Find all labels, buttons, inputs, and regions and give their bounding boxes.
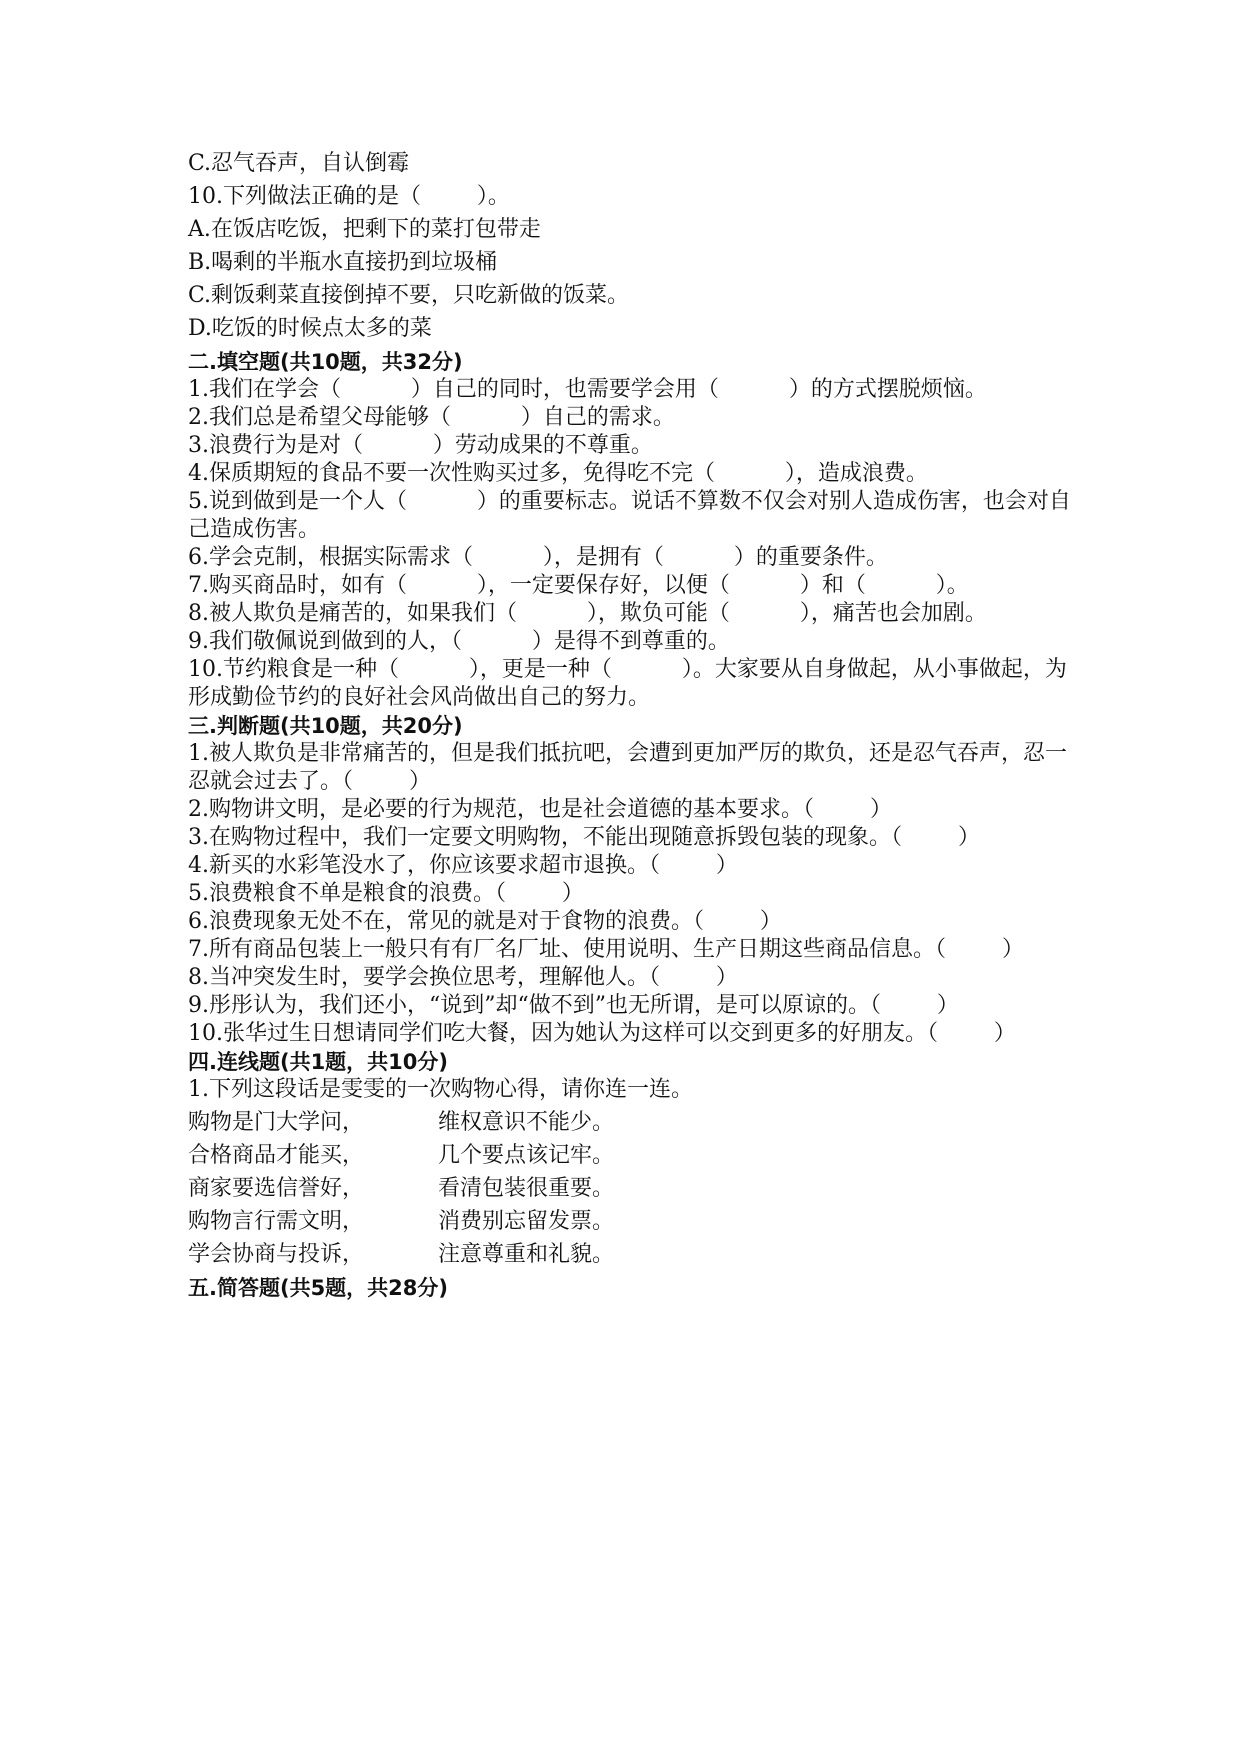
judge-question-6: 6.浪费现象无处不在，常见的就是对于食物的浪费。（ ） [188,909,782,934]
matching-row [188,1241,1078,1269]
section-heading-short-answer: 五.简答题(共5题，共28分) [188,1276,449,1300]
judge-question-4: 4.新买的水彩笔没水了，你应该要求超市退换。（ ） [188,853,738,878]
fill-question-8: 8.被人欺负是痛苦的，如果我们（ ），欺负可能（ ），痛苦也会加剧。 [188,601,987,626]
matching-right-item: 看清包装很重要。 [438,1176,615,1201]
option-b-q10: B.喝剩的半瓶水直接扔到垃圾桶 [188,250,498,275]
fill-question-1: 1.我们在学会（ ）自己的同时，也需要学会用（ ）的方式摆脱烦恼。 [188,377,987,402]
matching-row [188,1175,1078,1203]
matching-left-item: 购物是门大学问， [188,1110,365,1135]
judge-question-2: 2.购物讲文明，是必要的行为规范，也是社会道德的基本要求。（ ） [188,797,892,822]
matching-left-item: 学会协商与投诉， [188,1242,365,1267]
section-heading-true-false: 三.判断题(共10题，共20分) [188,714,463,738]
option-a-q10: A.在饭店吃饭，把剩下的菜打包带走 [188,217,541,242]
fill-question-6: 6.学会克制，根据实际需求（ ），是拥有（ ）的重要条件。 [188,545,888,570]
judge-question-9: 9.彤彤认为，我们还小，“说到”却“做不到”也无所谓，是可以原谅的。（ ） [188,993,959,1018]
judge-question-5: 5.浪费粮食不单是粮食的浪费。（ ） [188,881,584,906]
matching-left-item: 购物言行需文明， [188,1209,365,1234]
judge-question-1: 1.被人欺负是非常痛苦的，但是我们抵抗吧，会遭到更加严厉的欺负，还是忍气吞声，忍一忍就会过去了。（ ） [188,741,1067,794]
fill-question-2: 2.我们总是希望父母能够（ ）自己的需求。 [188,405,675,430]
fill-question-10: 10.节约粮食是一种（ ），更是一种（ ）。大家要从自身做起，从小事做起，为形成勤俭节约的良好社会风尚做出自己的努力。 [188,657,1067,710]
fill-question-3: 3.浪费行为是对（ ）劳动成果的不尊重。 [188,433,653,458]
fill-question-7: 7.购买商品时，如有（ ），一定要保存好，以便（ ）和（ ）。 [188,573,969,598]
section-heading-matching: 四.连线题(共1题，共10分) [188,1050,449,1074]
question-10-stem: 10.下列做法正确的是（ ）。 [188,184,510,209]
matching-right-item: 维权意识不能少。 [438,1110,615,1135]
judge-question-10: 10.张华过生日想请同学们吃大餐，因为她认为这样可以交到更多的好朋友。（ ） [188,1021,1016,1046]
matching-question-1: 1.下列这段话是雯雯的一次购物心得，请你连一连。 [188,1077,693,1102]
matching-right-item: 注意尊重和礼貌。 [438,1242,615,1267]
fill-question-5: 5.说到做到是一个人（ ）的重要标志。说话不算数不仅会对别人造成伤害，也会对自己造成伤害。 [188,489,1071,542]
option-c-q9: C.忍气吞声，自认倒霉 [188,151,410,176]
exam-page [188,150,1078,1302]
matching-right-item: 消费别忘留发票。 [438,1209,615,1234]
matching-pairs [188,1109,1078,1269]
fill-question-9: 9.我们敬佩说到做到的人，（ ）是得不到尊重的。 [188,629,730,654]
judge-question-8: 8.当冲突发生时，要学会换位思考，理解他人。（ ） [188,965,738,990]
matching-row [188,1142,1078,1170]
matching-row [188,1109,1078,1137]
judge-question-3: 3.在购物过程中，我们一定要文明购物，不能出现随意拆毁包装的现象。（ ） [188,825,980,850]
matching-left-item: 合格商品才能买， [188,1143,365,1168]
fill-question-4: 4.保质期短的食品不要一次性购买过多，免得吃不完（ ），造成浪费。 [188,461,928,486]
option-c-q10: C.剩饭剩菜直接倒掉不要，只吃新做的饭菜。 [188,283,630,308]
matching-left-item: 商家要选信誉好， [188,1176,365,1201]
option-d-q10: D.吃饭的时候点太多的菜 [188,316,432,341]
matching-row [188,1208,1078,1236]
matching-right-item: 几个要点该记牢。 [438,1143,615,1168]
judge-question-7: 7.所有商品包装上一般只有有厂名厂址、使用说明、生产日期这些商品信息。（ ） [188,937,1024,962]
section-heading-fill-blank: 二.填空题(共10题，共32分) [188,350,463,374]
